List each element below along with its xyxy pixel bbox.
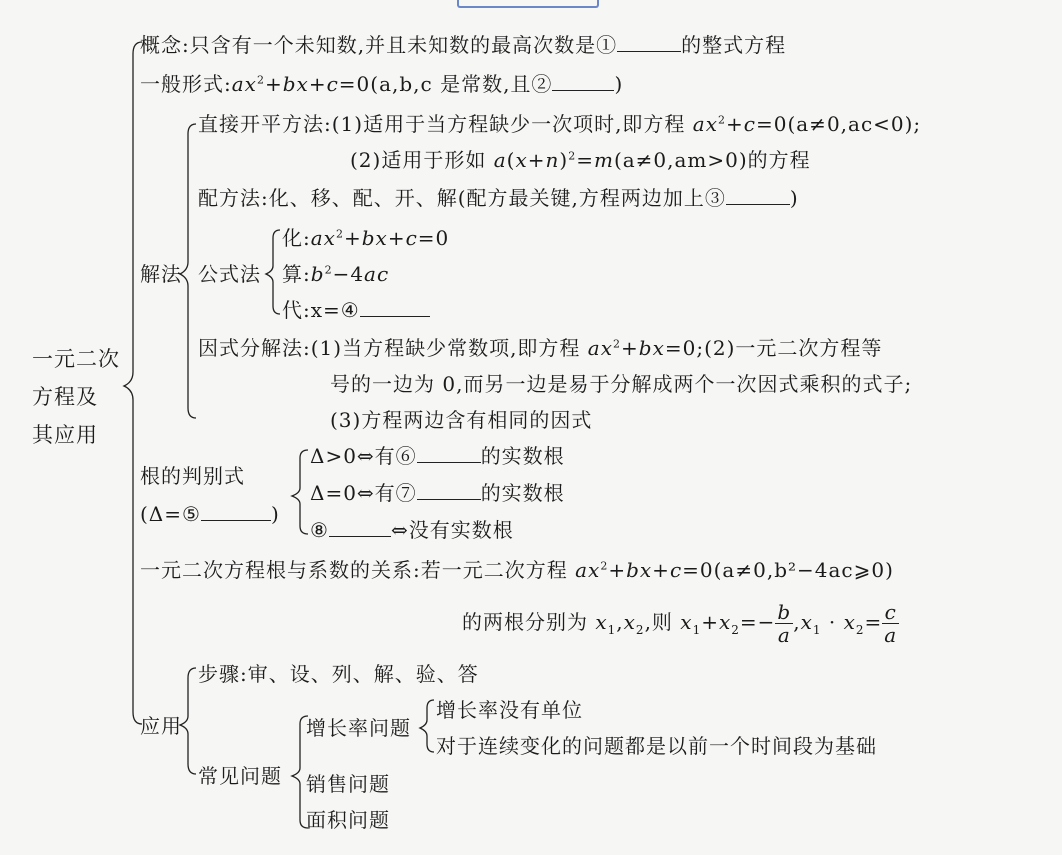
root-line-3: 其应用 [32,423,98,447]
discriminant-case-3 [310,518,514,542]
direct-method-1: 直接开平方法:(1)适用于当方程缺少一次项时,即方程 $ax^2+c=0(a\ne 0,ac<0)$; [198,112,922,136]
formula-step-1: 化$:ax^2+bx+c=0$ [282,226,450,250]
direct-method-2: (2)适用于形如 $a(x+n)^2=m(a\ne 0,am>0)$的方程 [350,148,811,172]
solutions-label: 解法 [140,262,182,286]
blank-5 [201,502,271,521]
complete-square-line [198,186,799,210]
blank-4 [360,298,430,317]
blank-7 [417,481,481,500]
general-form-line: 一般形式$:ax^2+bx+c=0(a,b,c$ 是常数,且② ) [140,72,624,96]
application-steps: 步骤:审、设、列、解、验、答 [198,662,479,686]
concept-text: 概念:只含有一个未知数,并且未知数的最高次数是① [140,33,618,57]
formula-1-label: 化: [282,226,311,250]
case-2-tail: 的实数根 [480,481,565,505]
fraction-c-over-a: $\frac{c}{a}$ [884,600,898,647]
formula-step-3 [282,298,430,322]
formula-2-label: 算: [282,262,311,286]
root-line-1: 一元二次 [32,347,120,371]
case-1-tail: 的实数根 [480,444,565,468]
solutions-brace [180,124,196,418]
application-label: 应用 [140,714,182,738]
sales-problems: 销售问题 [306,772,390,796]
factor-line-1: 因式分解法:(1)当方程缺少常数项,即方程 $ax^2+bx=0;(2)$一元二次方程等 [198,336,883,360]
complete-square-close: ) [789,186,799,210]
vieta-line-2: 的两根分别为 $x_1,x_2$,则 $x_1+x_2=-$ $\frac{b}{a}$ $,x_1 \cdot x_2=$ $\frac{c}{a}$ [462,600,898,647]
formula-label: 公式法 [198,262,261,286]
case-3-tail: ⇔没有实数根 [390,518,514,542]
factor-line-3: (3)方程两边含有相同的因式 [330,408,593,432]
blank-3 [726,186,790,205]
top-frame-edge [457,0,599,8]
growth-rate-label: 增长率问题 [306,716,411,740]
root-brace [124,42,142,724]
case-3-prefix: ⑧ [310,518,329,542]
formula-brace [266,230,280,314]
growth-brace [420,700,434,752]
direct-2-tail: (a≠0,am>0)的方程 [613,148,811,172]
case-2-prefix: Δ=0⇔有⑦ [310,481,417,505]
vieta-1-prefix: 一元二次方程根与系数的关系:若一元二次方程 [140,558,568,582]
discriminant-label-2 [140,502,280,526]
discriminant-case-1 [310,444,565,468]
vieta-1-tail: (a≠0,b²−4ac⩾0) [713,558,894,582]
concept-line [140,33,786,57]
common-problems-label: 常见问题 [198,764,282,788]
general-form-close: ) [614,72,624,96]
area-problems: 面积问题 [306,808,390,832]
discriminant-case-2 [310,481,565,505]
complete-square-text: 配方法:化、移、配、开、解(配方最关键,方程两边加上③ [198,186,726,210]
root-line-2: 方程及 [32,385,98,409]
growth-note-2: 对于连续变化的问题都是以前一个时间段为基础 [436,734,877,758]
direct-1-tail: (a≠0,ac<0); [787,112,922,136]
discriminant-label-1: 根的判别式 [140,464,245,488]
root-label [32,340,120,454]
factor-line-2: 号的一边为 0,而另一边是易于分解成两个一次因式乘积的式子; [330,372,913,396]
growth-note-1: 增长率没有单位 [436,698,583,722]
concept-tail: 的整式方程 [681,33,787,57]
blank-1 [617,33,681,52]
discriminant-brace [292,450,308,534]
formula-3-label: 代:x=④ [282,298,360,322]
vieta-2-prefix: 的两根分别为 [462,610,588,634]
factor-1-prefix: 因式分解法:(1)当方程缺少常数项,即方程 [198,336,581,360]
formula-step-2: 算$:b^2-4ac$ [282,262,390,286]
general-form-tail: (a,b,c 是常数,且② [370,72,553,96]
blank-6 [417,444,481,463]
case-1-prefix: Δ>0⇔有⑥ [310,444,417,468]
vieta-line-1: 一元二次方程根与系数的关系:若一元二次方程 $ax^2+bx+c=0(a\ne 0,b^2-4ac⩾0)$ [140,558,894,582]
vieta-then: ,则 [644,610,673,634]
discriminant-label-2-text: (Δ=⑤ [140,502,201,526]
blank-2 [552,72,614,91]
direct-1-prefix: 直接开平方法:(1)适用于当方程缺少一次项时,即方程 [198,112,686,136]
blank-8 [329,518,391,537]
factor-1-tail: ;(2)一元二次方程等 [696,336,883,360]
discriminant-close: ) [270,502,280,526]
application-brace [180,668,196,774]
direct-2-prefix: (2)适用于形如 [350,148,487,172]
general-form-prefix: 一般形式: [140,72,232,96]
fraction-b-over-a: $\frac{b}{a}$ [777,600,792,647]
